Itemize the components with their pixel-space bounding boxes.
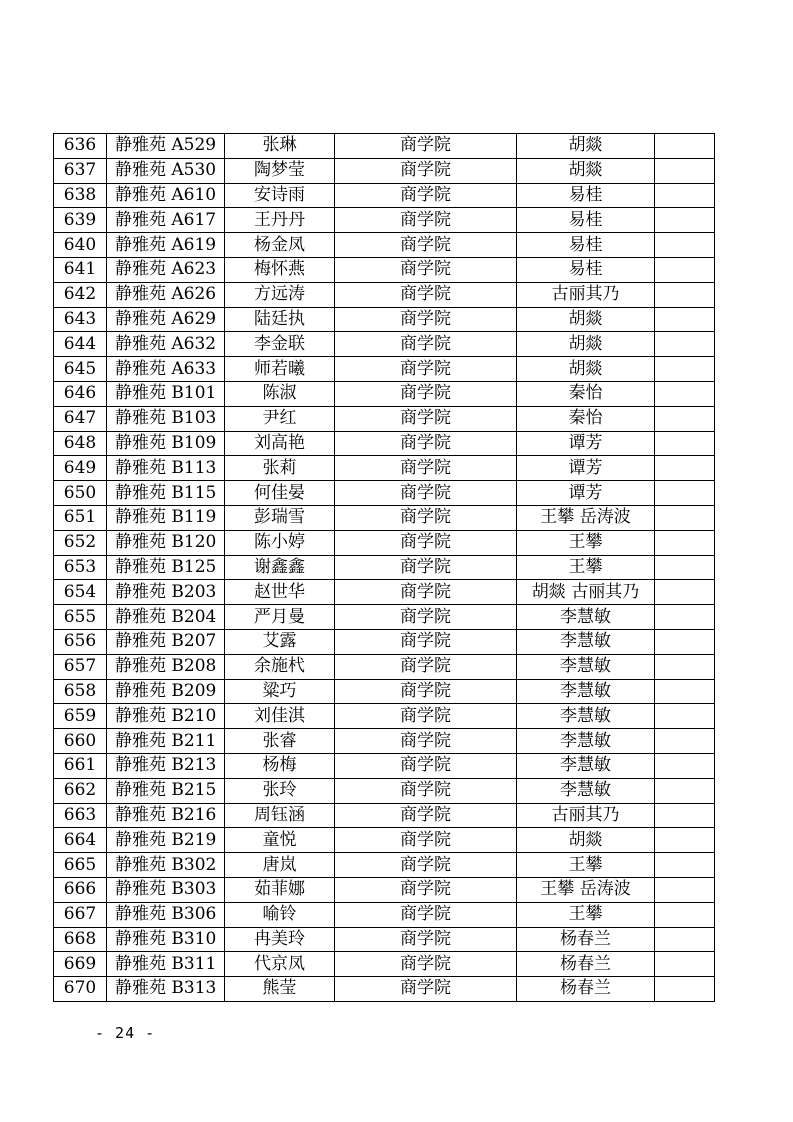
mentor-cell: 李慧敏: [517, 654, 655, 679]
college-cell: 商学院: [335, 456, 517, 481]
mentor-cell: 秦怡: [517, 406, 655, 431]
row-number-cell: 638: [54, 183, 107, 208]
college-cell: 商学院: [335, 778, 517, 803]
table-row: [54, 753, 715, 778]
table-row: [54, 381, 715, 406]
row-number-cell: 652: [54, 530, 107, 555]
row-number-cell: 640: [54, 233, 107, 258]
college-cell: 商学院: [335, 704, 517, 729]
mentor-cell: 易桂: [517, 208, 655, 233]
mentor-cell: 胡燚: [517, 307, 655, 332]
mentor-cell: 易桂: [517, 233, 655, 258]
room-cell: 静雅苑 A629: [107, 307, 225, 332]
row-number-cell: 664: [54, 828, 107, 853]
room-cell: 静雅苑 B208: [107, 654, 225, 679]
table-row: [54, 158, 715, 183]
college-cell: 商学院: [335, 183, 517, 208]
note-cell: [655, 853, 715, 878]
college-cell: 商学院: [335, 208, 517, 233]
row-number-cell: 657: [54, 654, 107, 679]
student-name-cell: 童悦: [225, 828, 335, 853]
mentor-cell: 古丽其乃: [517, 803, 655, 828]
row-number-cell: 662: [54, 778, 107, 803]
room-cell: 静雅苑 B216: [107, 803, 225, 828]
student-name-cell: 余施杙: [225, 654, 335, 679]
room-cell: 静雅苑 B219: [107, 828, 225, 853]
college-cell: 商学院: [335, 431, 517, 456]
note-cell: [655, 332, 715, 357]
college-cell: 商学院: [335, 605, 517, 630]
mentor-cell: 胡燚 古丽其乃: [517, 580, 655, 605]
student-name-cell: 张莉: [225, 456, 335, 481]
row-number-cell: 651: [54, 505, 107, 530]
note-cell: [655, 828, 715, 853]
college-cell: 商学院: [335, 952, 517, 977]
college-cell: 商学院: [335, 233, 517, 258]
table-row: [54, 605, 715, 630]
note-cell: [655, 704, 715, 729]
student-name-cell: 喻铃: [225, 902, 335, 927]
mentor-cell: 王攀: [517, 555, 655, 580]
table-row: [54, 729, 715, 754]
student-name-cell: 周钰涵: [225, 803, 335, 828]
note-cell: [655, 927, 715, 952]
note-cell: [655, 357, 715, 382]
note-cell: [655, 183, 715, 208]
student-name-cell: 代京凤: [225, 952, 335, 977]
table-row: [54, 481, 715, 506]
note-cell: [655, 555, 715, 580]
college-cell: 商学院: [335, 729, 517, 754]
note-cell: [655, 134, 715, 159]
table-row: [54, 406, 715, 431]
table-row: [54, 183, 715, 208]
student-name-cell: 杨梅: [225, 753, 335, 778]
room-cell: 静雅苑 B213: [107, 753, 225, 778]
student-name-cell: 何佳晏: [225, 481, 335, 506]
college-cell: 商学院: [335, 381, 517, 406]
row-number-cell: 656: [54, 629, 107, 654]
mentor-cell: 胡燚: [517, 134, 655, 159]
mentor-cell: 胡燚: [517, 357, 655, 382]
student-name-cell: 张玲: [225, 778, 335, 803]
mentor-cell: 秦怡: [517, 381, 655, 406]
table-row: [54, 902, 715, 927]
student-name-cell: 陈小婷: [225, 530, 335, 555]
note-cell: [655, 679, 715, 704]
room-cell: 静雅苑 A632: [107, 332, 225, 357]
table-row: [54, 679, 715, 704]
room-cell: 静雅苑 B210: [107, 704, 225, 729]
mentor-cell: 王攀: [517, 853, 655, 878]
row-number-cell: 650: [54, 481, 107, 506]
note-cell: [655, 877, 715, 902]
table-row: [54, 233, 715, 258]
table-row: [54, 134, 715, 159]
college-cell: 商学院: [335, 307, 517, 332]
room-cell: 静雅苑 B310: [107, 927, 225, 952]
student-name-cell: 陈淑: [225, 381, 335, 406]
student-name-cell: 冉美玲: [225, 927, 335, 952]
mentor-cell: 谭芳: [517, 456, 655, 481]
room-cell: 静雅苑 B207: [107, 629, 225, 654]
room-cell: 静雅苑 B306: [107, 902, 225, 927]
table-row: [54, 927, 715, 952]
college-cell: 商学院: [335, 803, 517, 828]
note-cell: [655, 977, 715, 1002]
note-cell: [655, 753, 715, 778]
note-cell: [655, 803, 715, 828]
table-row: [54, 580, 715, 605]
mentor-cell: 杨春兰: [517, 977, 655, 1002]
mentor-cell: 谭芳: [517, 431, 655, 456]
row-number-cell: 669: [54, 952, 107, 977]
row-number-cell: 667: [54, 902, 107, 927]
mentor-cell: 王攀: [517, 902, 655, 927]
room-cell: 静雅苑 B103: [107, 406, 225, 431]
row-number-cell: 647: [54, 406, 107, 431]
college-cell: 商学院: [335, 530, 517, 555]
room-cell: 静雅苑 B125: [107, 555, 225, 580]
table-row: [54, 530, 715, 555]
student-name-cell: 尹红: [225, 406, 335, 431]
room-cell: 静雅苑 B119: [107, 505, 225, 530]
student-name-cell: 熊莹: [225, 977, 335, 1002]
row-number-cell: 665: [54, 853, 107, 878]
mentor-cell: 胡燚: [517, 828, 655, 853]
college-cell: 商学院: [335, 927, 517, 952]
note-cell: [655, 307, 715, 332]
table-row: [54, 803, 715, 828]
student-name-cell: 陆廷执: [225, 307, 335, 332]
college-cell: 商学院: [335, 753, 517, 778]
student-name-cell: 赵世华: [225, 580, 335, 605]
mentor-cell: 李慧敏: [517, 778, 655, 803]
college-cell: 商学院: [335, 158, 517, 183]
table-row: [54, 456, 715, 481]
mentor-cell: 杨春兰: [517, 927, 655, 952]
student-name-cell: 张睿: [225, 729, 335, 754]
mentor-cell: 王攀: [517, 530, 655, 555]
mentor-cell: 胡燚: [517, 158, 655, 183]
table-row: [54, 332, 715, 357]
note-cell: [655, 605, 715, 630]
note-cell: [655, 952, 715, 977]
college-cell: 商学院: [335, 853, 517, 878]
college-cell: 商学院: [335, 902, 517, 927]
room-cell: 静雅苑 B211: [107, 729, 225, 754]
table-body: [54, 134, 715, 1002]
note-cell: [655, 381, 715, 406]
mentor-cell: 古丽其乃: [517, 282, 655, 307]
room-cell: 静雅苑 A529: [107, 134, 225, 159]
student-name-cell: 谢鑫鑫: [225, 555, 335, 580]
college-cell: 商学院: [335, 505, 517, 530]
table-row: [54, 629, 715, 654]
row-number-cell: 641: [54, 257, 107, 282]
mentor-cell: 李慧敏: [517, 729, 655, 754]
college-cell: 商学院: [335, 828, 517, 853]
room-cell: 静雅苑 B113: [107, 456, 225, 481]
row-number-cell: 646: [54, 381, 107, 406]
room-cell: 静雅苑 A633: [107, 357, 225, 382]
room-cell: 静雅苑 B203: [107, 580, 225, 605]
row-number-cell: 639: [54, 208, 107, 233]
row-number-cell: 637: [54, 158, 107, 183]
mentor-cell: 易桂: [517, 183, 655, 208]
page-number: - 24 -: [95, 1024, 156, 1042]
mentor-cell: 李慧敏: [517, 753, 655, 778]
table-row: [54, 307, 715, 332]
room-cell: 静雅苑 A617: [107, 208, 225, 233]
room-cell: 静雅苑 B115: [107, 481, 225, 506]
student-name-cell: 王丹丹: [225, 208, 335, 233]
student-name-cell: 安诗雨: [225, 183, 335, 208]
note-cell: [655, 778, 715, 803]
room-cell: 静雅苑 B302: [107, 853, 225, 878]
table-row: [54, 431, 715, 456]
table-row: [54, 282, 715, 307]
student-name-cell: 刘佳淇: [225, 704, 335, 729]
student-name-cell: 艾露: [225, 629, 335, 654]
room-cell: 静雅苑 A619: [107, 233, 225, 258]
college-cell: 商学院: [335, 679, 517, 704]
table-row: [54, 257, 715, 282]
student-name-cell: 粱巧: [225, 679, 335, 704]
college-cell: 商学院: [335, 134, 517, 159]
row-number-cell: 670: [54, 977, 107, 1002]
student-name-cell: 茹菲娜: [225, 877, 335, 902]
mentor-cell: 胡燚: [517, 332, 655, 357]
room-cell: 静雅苑 B209: [107, 679, 225, 704]
note-cell: [655, 505, 715, 530]
college-cell: 商学院: [335, 877, 517, 902]
student-name-cell: 严月曼: [225, 605, 335, 630]
room-cell: 静雅苑 B303: [107, 877, 225, 902]
room-cell: 静雅苑 A623: [107, 257, 225, 282]
college-cell: 商学院: [335, 580, 517, 605]
room-cell: 静雅苑 B215: [107, 778, 225, 803]
row-number-cell: 663: [54, 803, 107, 828]
note-cell: [655, 282, 715, 307]
row-number-cell: 666: [54, 877, 107, 902]
student-name-cell: 师若曦: [225, 357, 335, 382]
note-cell: [655, 208, 715, 233]
note-cell: [655, 654, 715, 679]
table-row: [54, 357, 715, 382]
room-cell: 静雅苑 B109: [107, 431, 225, 456]
student-name-cell: 唐岚: [225, 853, 335, 878]
room-cell: 静雅苑 B101: [107, 381, 225, 406]
table-row: [54, 704, 715, 729]
mentor-cell: 王攀 岳涛波: [517, 505, 655, 530]
table-row: [54, 828, 715, 853]
room-cell: 静雅苑 A610: [107, 183, 225, 208]
mentor-cell: 李慧敏: [517, 704, 655, 729]
mentor-cell: 李慧敏: [517, 605, 655, 630]
room-cell: 静雅苑 A530: [107, 158, 225, 183]
student-name-cell: 杨金凤: [225, 233, 335, 258]
student-name-cell: 方远涛: [225, 282, 335, 307]
row-number-cell: 660: [54, 729, 107, 754]
note-cell: [655, 729, 715, 754]
note-cell: [655, 233, 715, 258]
mentor-cell: 易桂: [517, 257, 655, 282]
note-cell: [655, 158, 715, 183]
room-cell: 静雅苑 B204: [107, 605, 225, 630]
table-row: [54, 853, 715, 878]
student-name-cell: 刘高艳: [225, 431, 335, 456]
mentor-cell: 王攀 岳涛波: [517, 877, 655, 902]
row-number-cell: 645: [54, 357, 107, 382]
table-row: [54, 555, 715, 580]
table-row: [54, 208, 715, 233]
table-row: [54, 977, 715, 1002]
table-row: [54, 654, 715, 679]
college-cell: 商学院: [335, 406, 517, 431]
row-number-cell: 658: [54, 679, 107, 704]
room-cell: 静雅苑 B313: [107, 977, 225, 1002]
college-cell: 商学院: [335, 555, 517, 580]
row-number-cell: 653: [54, 555, 107, 580]
note-cell: [655, 257, 715, 282]
student-name-cell: 梅怀燕: [225, 257, 335, 282]
college-cell: 商学院: [335, 282, 517, 307]
table-row: [54, 505, 715, 530]
row-number-cell: 642: [54, 282, 107, 307]
note-cell: [655, 902, 715, 927]
note-cell: [655, 580, 715, 605]
college-cell: 商学院: [335, 357, 517, 382]
row-number-cell: 643: [54, 307, 107, 332]
table-row: [54, 952, 715, 977]
row-number-cell: 654: [54, 580, 107, 605]
mentor-cell: 李慧敏: [517, 679, 655, 704]
note-cell: [655, 431, 715, 456]
college-cell: 商学院: [335, 654, 517, 679]
row-number-cell: 655: [54, 605, 107, 630]
table-row: [54, 877, 715, 902]
row-number-cell: 644: [54, 332, 107, 357]
student-name-cell: 彭瑞雪: [225, 505, 335, 530]
room-cell: 静雅苑 A626: [107, 282, 225, 307]
row-number-cell: 659: [54, 704, 107, 729]
note-cell: [655, 456, 715, 481]
note-cell: [655, 629, 715, 654]
room-cell: 静雅苑 B311: [107, 952, 225, 977]
student-name-cell: 李金联: [225, 332, 335, 357]
student-name-cell: 张琳: [225, 134, 335, 159]
mentor-cell: 李慧敏: [517, 629, 655, 654]
note-cell: [655, 530, 715, 555]
row-number-cell: 648: [54, 431, 107, 456]
table-row: [54, 778, 715, 803]
note-cell: [655, 481, 715, 506]
college-cell: 商学院: [335, 481, 517, 506]
row-number-cell: 661: [54, 753, 107, 778]
college-cell: 商学院: [335, 332, 517, 357]
row-number-cell: 668: [54, 927, 107, 952]
room-cell: 静雅苑 B120: [107, 530, 225, 555]
college-cell: 商学院: [335, 977, 517, 1002]
college-cell: 商学院: [335, 629, 517, 654]
dormitory-roster-table: [53, 133, 715, 1002]
row-number-cell: 636: [54, 134, 107, 159]
mentor-cell: 杨春兰: [517, 952, 655, 977]
mentor-cell: 谭芳: [517, 481, 655, 506]
note-cell: [655, 406, 715, 431]
student-name-cell: 陶梦莹: [225, 158, 335, 183]
row-number-cell: 649: [54, 456, 107, 481]
college-cell: 商学院: [335, 257, 517, 282]
